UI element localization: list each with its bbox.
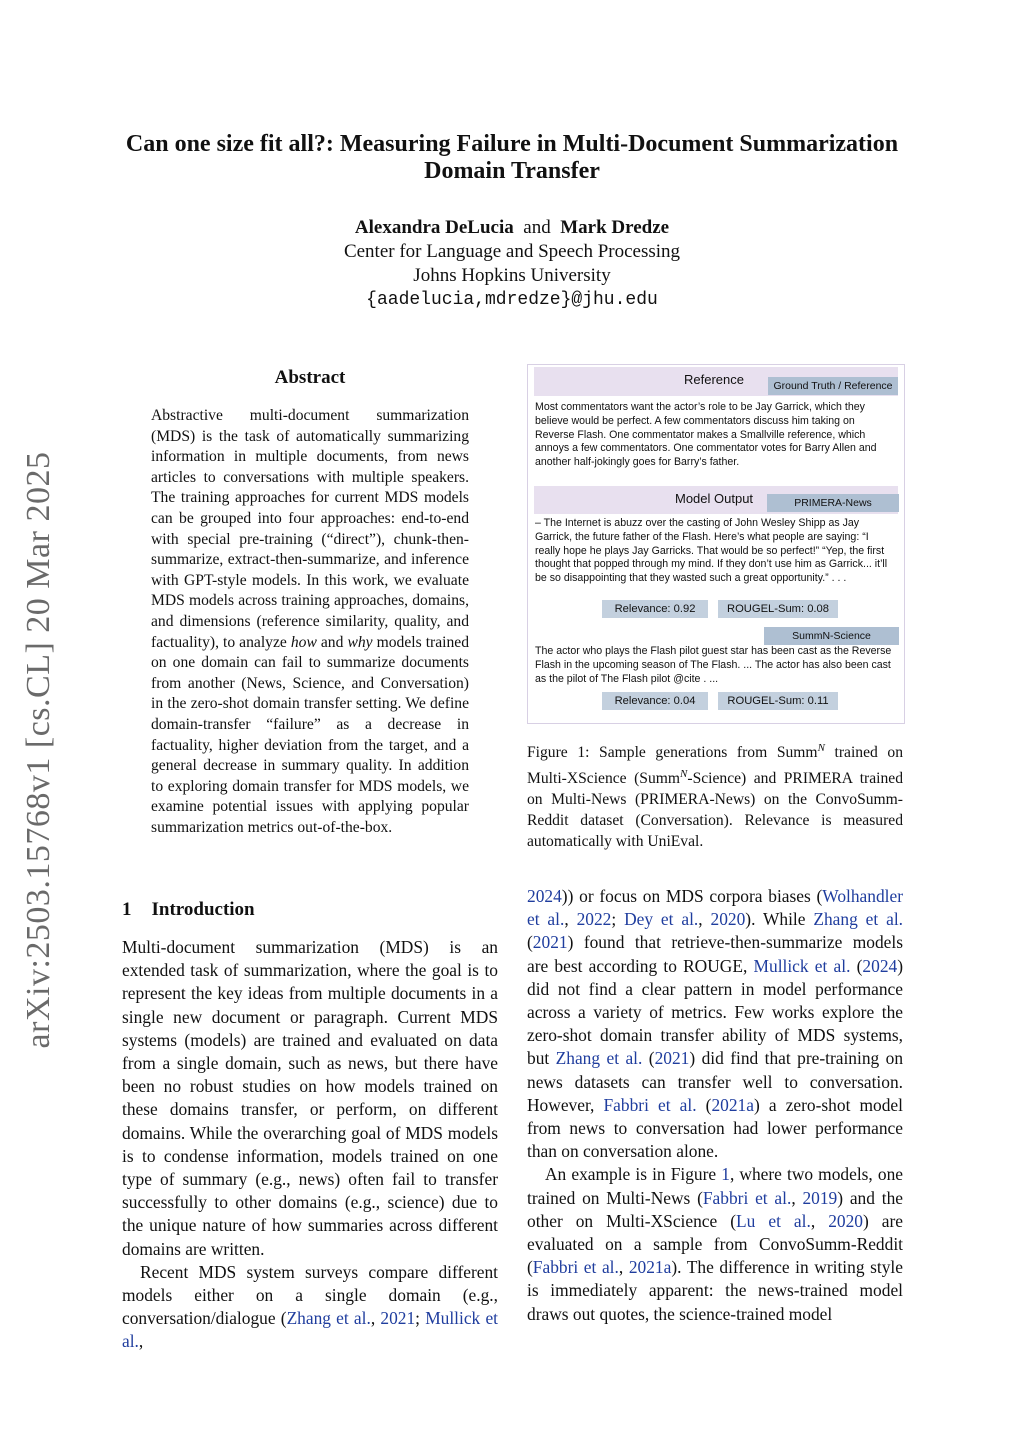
figure-1-caption: Figure 1: Sample generations from Summ$^N$ trained on Multi-XScience (Summ$^N$-Science) and PRIMERA trained on Multi-News (PRIMERA-News) on the ConvoSumm-Reddit dataset (Conversation). Relevance is measured automatically with UniEval. (527, 742, 904, 850)
author-block (200, 216, 824, 312)
citation-link[interactable]: 2020 (710, 909, 746, 930)
model-output-title: Model Output (675, 491, 754, 506)
citation-link[interactable]: 2019 (802, 1187, 838, 1208)
citation-link[interactable]: 2022 (576, 909, 612, 930)
abstract-heading: Abstract (274, 367, 346, 388)
summn-output-text: The actor who plays the Flash pilot guest star has been cast as the Reverse Flash in the upcoming season of The Flash. ... The actor has also been cast as the pilot of The Flash pilot @cite . ... (535, 645, 892, 685)
summn-relevance: Relevance: 0.04 (602, 692, 708, 710)
primera-tag: PRIMERA-News (767, 494, 899, 512)
primera-relevance: Relevance: 0.92 (602, 600, 708, 618)
citation-link[interactable]: Fabbri et al. (702, 1187, 792, 1208)
citation-link[interactable]: Zhang et al. (555, 1048, 643, 1069)
primera-rouge: ROUGEL-Sum: 0.08 (718, 600, 838, 618)
citation-link[interactable]: 2020 (828, 1210, 863, 1231)
citation-link[interactable]: 2021a (711, 1094, 754, 1115)
author-names: Alexandra DeLucia and Mark Dredze (354, 217, 670, 238)
affiliation-1: Center for Language and Speech Processing (343, 241, 681, 262)
summn-rouge: ROUGEL-Sum: 0.11 (718, 692, 838, 710)
summn-tag: SummN-Science (764, 627, 899, 645)
model-output-box (534, 514, 898, 717)
citation-link[interactable]: Wolhandler et al. (527, 886, 903, 930)
citation-link[interactable]: Dey et al. (624, 909, 699, 930)
citation-link[interactable]: Zhang et al. (813, 909, 903, 930)
arxiv-identifier: arXiv:2503.15768v1 [cs.CL] 20 Mar 2025 (20, 451, 57, 1049)
affiliation-2: Johns Hopkins University (413, 265, 611, 286)
abstract-body: Abstractive multi-document summarization (MDS) is the task of automatically summarizing information in multiple documents, from news articles to conversations with multiple speakers. The training approaches for current MDS models can be grouped into four approaches: end-to-end with special pre-training (“direct”), chunk-then-summarize, extract-then-summarize, and inference with GPT-style models. In this work, we evaluate MDS models across training approaches, domains, and dimensions (reference similarity, quality, and factuality), to analyze how and why models trained on one domain can fail to summarize documents from another (News, Science, and Conversation) in the zero-shot domain transfer setting. We define domain-transfer “failure” as a decrease in factuality, higher deviation from the target, and a general decrease in summary quality. In addition to exploring domain transfer for MDS models, we examine potential issues with applying popular summarization metrics out-of-the-box. (151, 407, 469, 836)
citation-link[interactable]: 2021 (654, 1048, 690, 1069)
reference-tag: Ground Truth / Reference (768, 377, 898, 395)
reference-text: Most commentators want the actor’s role to be Jay Garrick, which they believe would be perfect. A few commentators discuss him taking on Reverse Flash. One commentator makes a Smallville reference, which annoys a few commentators. One commentator votes for Barry Allen and another half-jokingly goes for Barry’s father. (535, 401, 877, 469)
intro-paragraph-4: An example is in Figure 1, where two models, one trained on Multi-News (Fabbri et al., 2019) and the other on Multi-XScience (Lu et al., 2020) are evaluated on a sample from ConvoSumm-Reddit (Fabbri et al., 2021a). The difference in writing style is immediately apparent: the news-trained model draws out quotes, the science-trained model (527, 1164, 903, 1324)
figure-reference-link[interactable]: 1 (721, 1164, 730, 1185)
citation-link[interactable]: Fabbri et al. (532, 1257, 619, 1278)
reference-title: Reference (684, 372, 744, 387)
citation-link[interactable]: 2021 (380, 1308, 416, 1329)
citation-link[interactable]: Fabbri et al. (603, 1094, 697, 1115)
model-output-panel (534, 486, 898, 717)
section-heading-introduction: 1 Introduction (122, 899, 255, 920)
author-1: Alexandra DeLucia (354, 217, 514, 238)
reference-box (534, 396, 898, 478)
author-2: Mark Dredze (560, 217, 670, 238)
primera-output-text: – The Internet is abuzz over the casting of John Wesley Shipp as Jay Garrick, the future father of the Flash. Here’s what people are saying: “I really hope he plays Jay Garricks. That would be so perfect!” “Yep, the first thought that popped through my mind. If they don’t use him as Garrick... it’ll be so disappointing that they wasted such a great opportunity.” . . . (535, 517, 888, 585)
citation-link[interactable]: Lu et al. (736, 1210, 811, 1231)
paper-title: Can one size fit all?: Measuring Failure in Multi-Document Summarization Domain Transfer (125, 131, 899, 184)
citation-link[interactable]: Zhang et al. (286, 1308, 371, 1329)
author-email: {aadelucia,mdredze}@jhu.edu (366, 290, 658, 310)
citation-link[interactable]: 2021a (628, 1257, 672, 1278)
left-column-text (122, 936, 498, 1354)
reference-panel (534, 367, 898, 478)
citation-link[interactable]: 2021 (532, 932, 568, 953)
citation-link[interactable]: 2024 (862, 955, 898, 976)
intro-paragraph-2: Recent MDS system surveys compare different models either on a single domain (e.g., conversation/dialogue (Zhang et al., 2021; Mullick et al., (122, 1261, 498, 1352)
citation-link[interactable]: Mullick et al. (122, 1308, 498, 1352)
right-column-text (527, 885, 903, 1326)
figure-1 (527, 364, 905, 724)
citation-link[interactable]: 2024 (527, 886, 562, 906)
intro-paragraph-1: Multi-document summarization (MDS) is an extended task of summarization, where the goal is to represent the key ideas from multiple documents in a single new document or paragraph. Current MDS systems (models) are trained and evaluated on data from a single domain, such as news, but there have been no robust studies on how models trained on these domains transfer, or perform, on different domains. While the overarching goal of MDS models is to condense information, models trained on one type of summary (e.g., news) often fail to transfer successfully to other domains (e.g., science) due to the unique nature of how summaries across different domains are written. (122, 937, 498, 1259)
intro-paragraph-3: 2024)) or focus on MDS corpora biases (Wolhandler et al., 2022; Dey et al., 2020). While Zhang et al. (2021) found that retrieve-then-summarize models are best according to ROUGE, Mullick et al. (2024) did not find a clear pattern in model performance across a variety of metrics. Few works explore the zero-shot domain transfer ability of MDS systems, but Zhang et al. (2021) did find that pre-training on news datasets can transfer well to conversation. However, Fabbri et al. (2021a) a zero-shot model from news to conversation had lower performance than on conversation alone. (527, 886, 904, 1162)
citation-link[interactable]: Mullick et al. (753, 955, 851, 976)
